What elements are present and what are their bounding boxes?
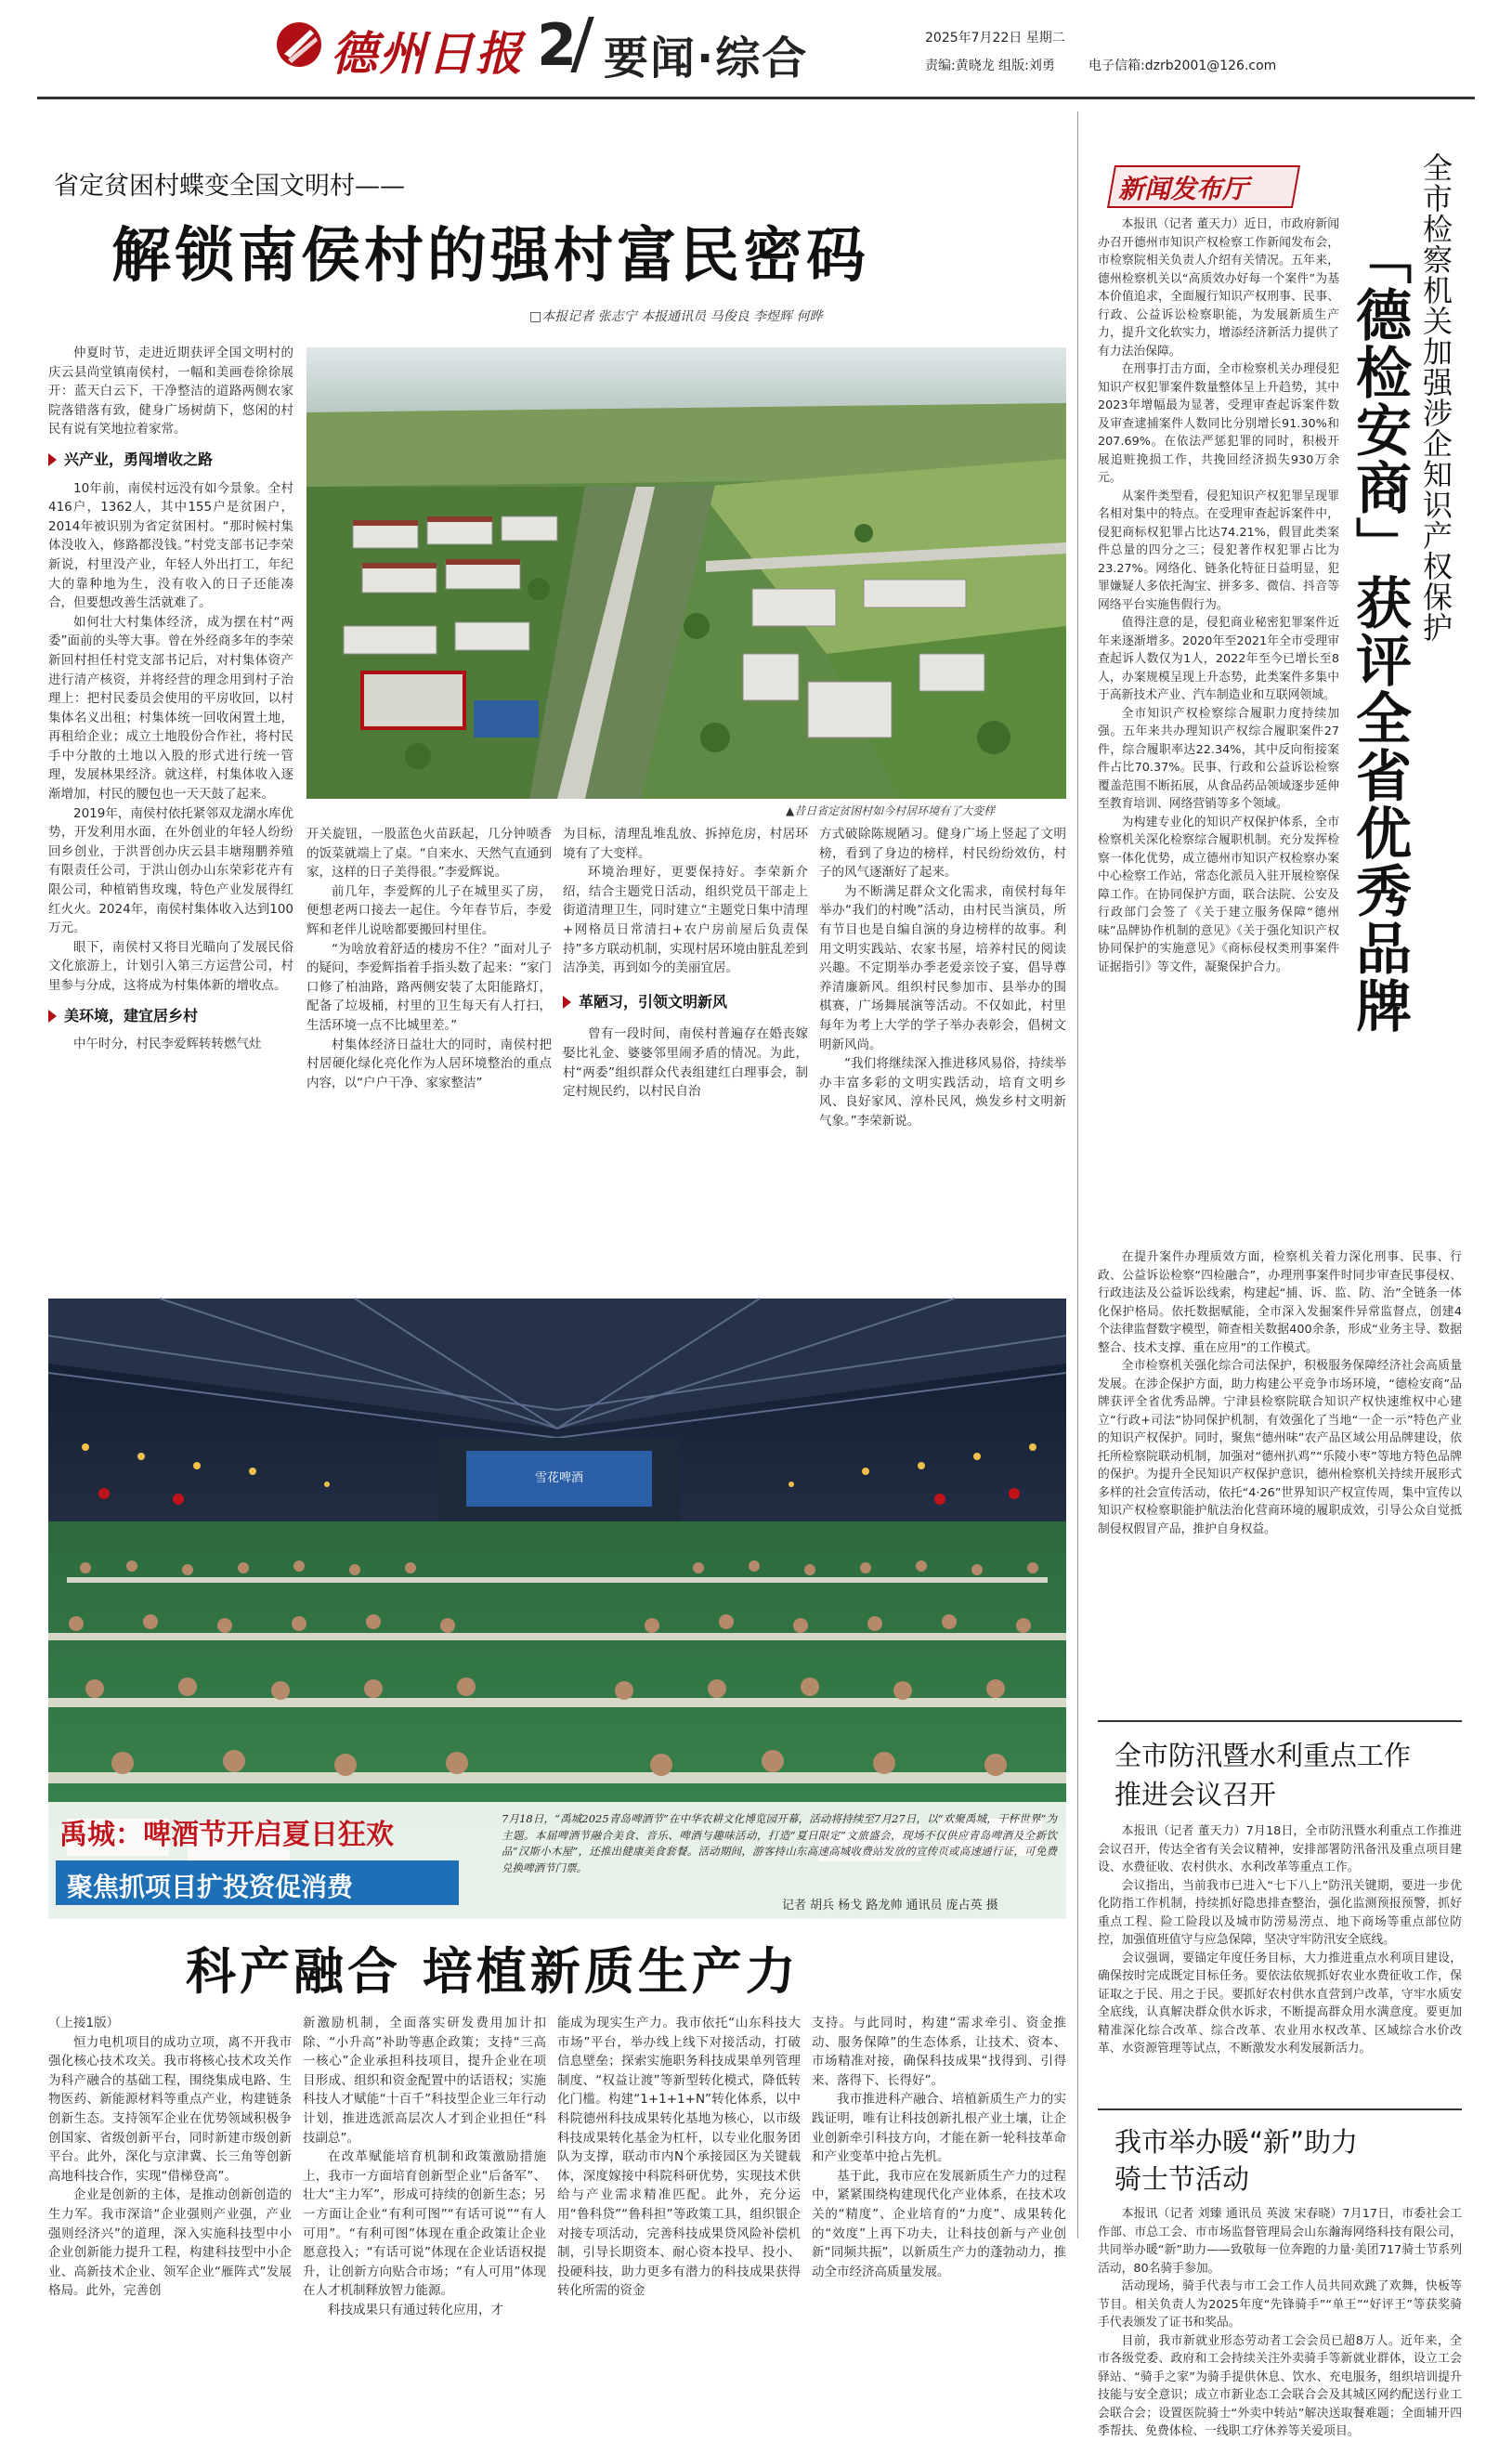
paragraph: 仲夏时节，走进近期获评全国文明村的庆云县尚堂镇南侯村，一幅和美画卷徐徐展开：蓝天白云下，干净整洁的道路两侧农家院落错落有致，健身广场树荫下，悠闲的村民有说有笑地拉着家常。 [48,346,293,437]
paragraph: 会议强调，要锚定年度任务目标，大力推进重点水利项目建设，确保按时完成既定目标任务。要依法依规抓好农业水费征收工作，保证取之于民、用之于民。要抓好农村供水直营到户改革，守牢水质安全底线，认真解决群众供水诉求，不断提高群众用水满意度。要更加精准深化综合改革、综合改革、农业用水权改革、区域综合水价改革、水资源管理等试点，不断激发水利发展新活力。 [1098,1951,1462,2056]
paragraph: 全市知识产权检察综合履职力度持续加强。五年来共办理知识产权综合履职案件27件，综合履职率达22.34%，其中反向衔接案件占比70.37%。民事、行政和公益诉讼检察覆盖范围不断拓展，从食品药品领域逐步延伸至教育培训、网络营销等多个领域。 [1098,706,1339,811]
rider-headline-1: 我市举办暖“新”助力 [1114,2126,1359,2158]
issue-date: 2025年7月22日 星期二 [925,31,1065,46]
section-name: 要闻·综合 [604,33,809,85]
sci-column-3 [557,2014,801,2299]
paragraph: “为啥放着舒适的楼房不住？”面对儿子的疑问，李爱辉指着手指头数了起来：“家门口修了柏油路，路两侧安装了太阳能路灯，配备了垃圾桶，村里的卫生每天有人打扫，生活环境一点不比城里差。” [306,941,552,1033]
paragraph: 能成为现实生产力。我市依托“山东科技大市场”平台，举办线上线下对接活动，打破信息壁垒；探索实施职务科技成果单列管理制度、“权益让渡”等新型转化模式，降低转化门槛。构建“1+1+1+N”转化体系，以中科院德州科技成果转化基地为核心，以市级科技成果转化基金为杠杆，以专业化服务团队为支撑，联动市内N个承接园区为关键载体，深度嫁接中科院科研优势，实现技术供给与产业需求精准匹配。此外，充分运用“鲁科贷”“鲁科担”等政策工具，组织银企对接专项活动，完善科技成果贷风险补偿机制，引导长期资本、耐心资本投早、投小、投硬科技，助力更多有潜力的科技成果获得转化所需的资金 [557,2016,801,2299]
paragraph: 新激励机制，全面落实研发费用加计扣除、“小升高”补助等惠企政策；支持“三高一核心”企业承担科技项目，提升企业在项目形成、组织和资金配置中的话语权；实施科技人才赋能“十百千”科技型企业三年行动计划，推进选派高层次人才到企业担任“科技副总”。 [303,2016,546,2146]
sidebar-small-title: 全市检察机关加强涉企知识产权保护 [1418,152,1453,643]
paragraph: 10年前，南侯村远没有如今景象。全村416户，1362人，其中155户是贫困户，2014年被识别为省定贫困村。“那时候村集体没收入，修路都没钱。”村党支部书记李荣新说，村里没产业，年轻人外出打工，年纪大的靠种地为生，没有收入的日子还能凑合，但要想改善生活就难了。 [48,480,293,611]
subhead-marker-icon [48,453,57,466]
lead-kicker: 省定贫困村蝶变全国文明村—— [54,172,405,201]
masthead-rule [37,97,1475,99]
lead-column-4 [819,825,1066,1287]
email-contact: 电子信箱:dzrb2001@126.com [1088,59,1277,73]
lead-column-1 [48,344,293,1286]
sci-headline: 科产融合 培植新质生产力 [186,1941,800,2001]
paragraph: 全市检察机关强化综合司法保护，积极服务保障经济社会高质量发展。在涉企保护方面，助力构建公平竞争市场环境，“德检安商”品牌获评全省优秀品牌。宁津县检察院联合知识产权快速维权中心建立“行政+司法”协同保护机制，有效强化了当地“一企一示”特色产业的知识产权保护。同时，聚焦“德州味”农产品区域公用品牌建设，依托所检察院联动机制，加强对“德州扒鸡”“乐陵小枣”等地方特色品牌的保护。为提升全民知识产权保护意识，德州检察机关持续开展形式多样的社会宣传活动，依托“4·26”世界知识产权宣传周，集中宣传以知识产权检察职能护航法治化营商环境的履职成效，引导公众自觉抵制侵权假冒产品，推护自身权益。 [1098,1359,1462,1536]
sidebar-divider [1077,111,1078,2239]
sidebar-body-bottom [1098,1248,1462,1694]
paragraph: 开关旋钮，一股蓝色火苗跃起，几分钟喷香的饭菜就端上了桌。“自来水、天然气直通到家，这样的日子美得很。”李爱辉说。 [306,827,552,881]
paragraph: 本报讯（记者 董天力）7月18日，全市防汛暨水利重点工作推进会议召开，传达全省有关会议精神，安排部署防汛备汛及重点项目建设、水费征收、农村供水、水利改革等重点工作。 [1098,1824,1462,1874]
paragraph: 在改革赋能培育机制和政策激励措施上，我市一方面培育创新型企业“后备军”、壮大“主力军”，形成可持续的创新生态；另一方面让企业“有利可图”“有话可说”“有人可用”。“有利可图”体现在重企政策让企业愿意投入；“有话可说”体现在企业话语权提升，让创新方向贴合市场；“有人可用”体现在人才机制释放智力能源。 [303,2149,546,2299]
paragraph: 支持。与此同时，构建“需求牵引、资金推动、服务保障”的生态体系，让技术、资本、市场精准对接，确保科技成果“找得到、引得来、落得下、长得好”。 [812,2016,1066,2088]
news-release-label: 新闻发布厅 [1118,174,1249,204]
lead-column-3 [563,825,808,1287]
masthead [0,0,1512,102]
editors-credit: 责编:黄晓龙 组版:刘勇 [925,59,1055,73]
paragraph: 眼下，南侯村又将目光瞄向了发展民俗文化旅游上，计划引入第三方运营公司，村里参与分成，这将成为村集体新的增收点。 [48,939,293,993]
paragraph: 中午时分，村民李爱辉转转燃气灶 [73,1037,262,1052]
paragraph: 为不断满足群众文化需求，南侯村每年举办“我们的村晚”活动，由村民当演员，所有节目也是自编自演的身边榜样的故事。利用文明实践站、农家书屋，培养村民的阅读兴趣。不定期举办季老爱亲饺子宴，倡导尊养清廉新风。组织村民参加市、县举办的围棋赛，广场舞展演等活动。不仅如此，村里每年为考上大学的学子举办表彰会，倡树文明新风尚。 [819,883,1066,1052]
paragraph: 为目标，清理乱堆乱放、拆掉危房，村居环境有了大变样。 [563,827,808,861]
flood-top-rule [1098,1720,1462,1722]
paragraph: 在提升案件办理质效方面，检察机关着力深化刑事、民事、行政、公益诉讼检察“四检融合”，办理刑事案件时同步审查民事侵权、行政违法及公益诉讼线索，构建起“捕、诉、监、防、治”全链条一体化保护格局。依托数据赋能，全市深入发掘案件异常监督点，创建4个法律监督数字模型，筛查相关数据400余条，形成“业务主导、数据整合、技术支撑、重在应用”的工作模式。 [1098,1250,1462,1355]
paragraph: 我市推进科产融合、培植新质生产力的实践证明，唯有让科技创新扎根产业土壤，让企业创新牵引科技方向，才能在新一轮科技革命和产业变革中抢占先机。 [812,2092,1066,2165]
paragraph: 恒力电机项目的成功立项，离不开我市强化核心技术攻关。我市将核心技术攻关作为科产融合的基础工程，围绕集成电路、生物医药、新能源材料等重点产业，构建链条创新生态。支持领军企业在优势领域积极争创国家、省级创新平台，同时新建市级创新平台。此外，深化与京津冀、长三角等创新高地科技合作，实现“借梯登高”。 [48,2034,292,2184]
subhead-custom: 革陋习，引领文明新风 [563,993,808,1012]
paragraph: 村集体经济日益壮大的同时，南侯村把村居硬化绿化亮化作为人居环境整治的重点内容，以“户户干净、家家整洁” [306,1037,552,1090]
rider-top-rule [1098,2108,1462,2110]
aerial-photo-caption: ▲昔日省定贫困村如今村居环境有了大变样 [786,804,996,817]
subhead-industry: 兴产业，勇闯增收之路 [48,450,293,470]
paper-name: 德州日报 [331,26,524,81]
sidebar-body-top [1098,215,1339,1248]
sidebar-big-title: 「德检安商」获评全省优秀品牌 [1347,228,1412,1035]
paragraph: 目前，我市新就业形态劳动者工会会员已超8万人。近年来，全市各级党委、政府和工会持续关注外卖骑手等新就业群体，设立工会驿站、“骑手之家”为骑手提供休息、饮水、充电服务，组织培训提升技能与安全意识；成立市新业态工会联合会及其城区网约配送行业工会联合会；设置医院骑士“外卖中转站”解决送取餐难题；全面辅开四季帮扶、免费体检、一线职工疗休养等关爱项目。 [1098,2333,1462,2438]
lead-byline: □本报记者 张志宁 本报通讯员 马俊良 李煜辉 何晔 [529,309,823,324]
sci-column-1 [48,2014,292,2299]
rider-body [1098,2205,1462,2438]
lead-column-2 [306,825,552,1287]
paragraph: 前几年，李爱辉的儿子在城里买了房，便想老两口接去一起住。今年春节后，李爱辉和老伴儿说啥都要搬回村里住。 [306,883,552,937]
paragraph: 科技成果只有通过转化应用，才 [328,2302,503,2317]
lead-headline: 解锁南侯村的强村富民密码 [111,222,869,291]
masthead-logo-icon [275,20,323,69]
stage-sign: 雪花啤酒 [534,1471,583,1485]
paragraph: “我们将继续深入推进移风易俗，持续举办丰富多彩的文明实践活动，培育文明乡风、良好家风、淳朴民风，焕发乡村文明新气象。”李荣新说。 [819,1056,1066,1129]
sci-column-2 [303,2014,546,2317]
paragraph: 如何壮大村集体经济，成为摆在村“两委”面前的头等大事。曾在外经商多年的李荣新回村担任村党支部书记后，对村集体资产进行清产核资，并将经营的理念用到村子治理上：把村民委员会使用的平房收回，以村集体名义出租；村集体统一回收闲置土地，再租给企业；成立土地股份合作社，将村民手中分散的土地以入股的形式进行统一管理，发展林果经济。就这样，村集体收入逐渐增加，村民的腰包也一天天鼓了起来。 [48,614,293,803]
paragraph: 在刑事打击方面，全市检察机关办理侵犯知识产权犯罪案件数量整体呈上升趋势，其中2023年增幅最为显著，受理审查起诉案件数及审查逮捕案件人数同比分别增长91.30%和207.69%。在依法严惩犯罪的同时，积极开展追赃挽损工作，共挽回经济损失930万余元。 [1098,362,1339,485]
paragraph: 企业是创新的主体，是推动创新创造的生力军。我市深谙“企业强则产业强，产业强则经济兴”的道理，深入实施科技型中小企业创新能力提升工程，构建科技型中小企业、高新技术企业、领军企业“雁阵式”发展格局。此外，完善创 [48,2187,292,2299]
paragraph: 会议指出，当前我市已进入“七下八上”防汛关键期，要进一步优化防指工作机制，持续抓好隐患排查整治，强化监测预报预警，抓好重点工程、险工险段以及城市防涝易涝点、地下商场等重点部位防控，加强值班值守与应急保障，坚决守牢防汛安全底线。 [1098,1878,1462,1947]
flood-body [1098,1822,1462,2095]
beer-title-2: 聚焦抓项目扩投资促消费 [67,1872,354,1902]
paragraph: 活动现场，骑手代表与市工会工作人员共同欢跳了欢舞，快板等节目。相关负责人为2025年度“先锋骑手”“单王”“好评王”等获奖骑手代表颁发了证书和奖品。 [1098,2279,1462,2330]
subhead-environment: 美环境，建宜居乡村 [48,1007,293,1026]
beer-title-1: 禹城：啤酒节开启夏日狂欢 [59,1819,394,1851]
flood-headline-2: 推进会议召开 [1114,1779,1277,1810]
continued-tag: （上接1版） [48,2016,120,2030]
paragraph: 本报讯（记者 刘臻 通讯员 英波 宋春晓）7月17日，市委社会工作部、市总工会、市市场监督管理局会山东瀚海网络科技有限公司，共同举办暖“新”助力——致敬每一位奔跑的力量·美团717骑士节系列活动，80名骑手参加。 [1098,2207,1462,2276]
subhead-marker-icon [48,1010,57,1023]
page-number: 2 [537,11,578,79]
paragraph: 为构建专业化的知识产权保护体系，全市检察机关深化检察综合履职机制。充分发挥检察一体化优势，成立德州市知识产权检察办案中心检察工作站，常态化派员入驻开展检察保障工作。在协同保护方面，联合法院、公安及行政部门会签了《关于建立服务保障“德州味”品牌协作机制的意见》《关于强化知识产权协同保护的实施意见》《商标侵权类刑事案件证据指引》等文件，凝聚保护合力。 [1098,815,1339,974]
paragraph: 从案件类型看，侵犯知识产权犯罪呈现罪名相对集中的特点。在受理审查起诉案件中，侵犯商标权犯罪占比达74.21%，假冒此类案件总量的四分之三；侵犯著作权犯罪占比为23.27%。网络化、链条化特征日益明显，犯罪嫌疑人多依托淘宝、拼多多、微信、抖音等网络平台实施售假行为。 [1098,489,1339,612]
paragraph: 值得注意的是，侵犯商业秘密犯罪案件近年来逐渐增多。2020年至2021年全市受理审查起诉人数仅为1人，2022年至今已增长至8人，办案规模呈现上升态势，此类案件多集中于高新技术产业、汽车制造业和互联网领域。 [1098,616,1339,702]
subhead-marker-icon [563,996,571,1009]
village-aerial-photo [306,347,1066,799]
paragraph: 2019年，南侯村依托紧邻双龙湖水库优势，开发利用水面，在外创业的年轻人纷纷回乡创业，于洪晋创办庆云县丰塘翔鹏养殖有限责任公司，于洪山创办山东荣彩花卉有限公司，种植销售玫瑰，特色产业发展得红红火火。2024年，南侯村集体收入达到100万元。 [48,805,293,936]
rider-headline-2: 骑士节活动 [1114,2163,1250,2195]
paragraph: 本报讯（记者 董天力）近日，市政府新闻办召开德州市知识产权检察工作新闻发布会，市检察院相关负责人介绍有关情况。五年来，德州检察机关以“高质效办好每一个案件”为基本价值追求，全面履行知识产权刑事、民事、行政、公益诉讼检察职能，为发展新质生产力，提升文化软实力，增添经济新活力提供了有力法治保障。 [1098,217,1340,359]
sci-column-4 [812,2014,1066,2279]
paragraph: 曾有一段时间，南侯村普遍存在婚丧嫁娶比礼金、婆婆邻里闹矛盾的情况。为此，村“两委”组织群众代表组建红白理事会，制定村规民约，以村民自治 [563,1026,808,1100]
paragraph: 方式破除陈规陋习。健身广场上竖起了文明榜，看到了身边的榜样，村民纷纷效仿，村子的风气逐渐好了起来。 [819,827,1066,881]
paragraph: 环境治理好，更要保持好。李荣新介绍，结合主题党日活动，组织党员干部走上街道清理卫生，同时建立“主题党日集中清理+网格员日常清扫+农户房前屋后负责保持”多方联动机制，实现村居环境由脏乱差到洁净美，再到如今的美丽宜居。 [563,865,808,976]
paragraph: 基于此，我市应在发展新质生产力的过程中，紧紧围绕构建现代化产业体系，在技术攻关的“精度”、企业培育的“力度”、成果转化的“效度”上再下功夫，让科技创新与产业创新“同频共振”，以新质生产力的蓬勃动力，推动全市经济高质量发展。 [812,2168,1066,2279]
beer-photo-credit: 记者 胡兵 杨戈 路龙帅 通讯员 庞占英 摄 [782,1899,998,1912]
beer-caption: 7月18日，“禹城2025青岛啤酒节”在中华农耕文化博览园开幕，活动将持续至7月27日，以“欢聚禹城，干杯世界”为主题。本届啤酒节融合美食、音乐、啤酒与趣味活动，打造“夏日限定”文旅盛会，现场不仅供应青岛啤酒及全新饮品“汉斯小木屋”，还推出健康美食套餐。活动期间，游客持山东高速高城收费站发放的宣传页或高速通行证，可免费兑换啤酒节门票。 [502,1812,1057,1874]
flood-headline-1: 全市防汛暨水利重点工作 [1114,1740,1412,1771]
